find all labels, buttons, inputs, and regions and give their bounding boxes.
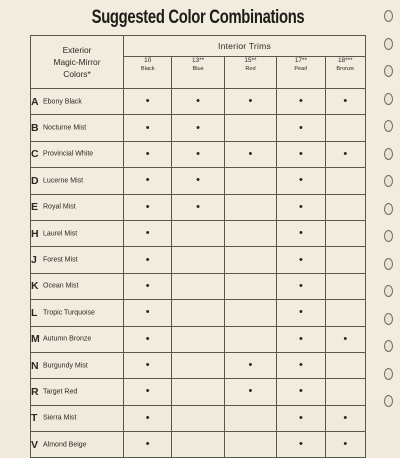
binder-hole — [384, 285, 393, 297]
available-bullet: • — [298, 279, 303, 292]
combination-cell — [224, 141, 276, 167]
color-name: Autumn Bronze — [43, 335, 92, 343]
available-bullet: • — [298, 332, 303, 345]
color-letter: R — [31, 385, 39, 398]
available-bullet: • — [298, 95, 303, 108]
combination-cell — [124, 194, 172, 220]
combination-cell — [224, 405, 276, 431]
table-row — [31, 89, 366, 115]
available-bullet: • — [298, 411, 303, 424]
color-letter: M — [31, 333, 40, 346]
combination-cell — [124, 89, 172, 115]
combination-cell — [124, 379, 172, 405]
trim-name: Black — [140, 66, 155, 72]
binder-hole — [384, 258, 393, 270]
combination-cell — [277, 115, 325, 141]
available-bullet: • — [145, 95, 150, 108]
combination-cell — [325, 300, 365, 326]
combination-cell — [172, 432, 224, 458]
available-bullet: • — [145, 253, 150, 266]
exterior-color-cell — [31, 89, 124, 115]
combination-cell — [325, 326, 365, 352]
available-bullet: • — [298, 227, 303, 240]
trim-column-header — [277, 57, 325, 89]
available-bullet: • — [248, 385, 253, 398]
table-row — [31, 405, 366, 431]
binder-hole — [384, 395, 393, 407]
available-bullet: • — [145, 279, 150, 292]
trim-code: 15** — [244, 57, 257, 64]
available-bullet: • — [196, 200, 201, 213]
trim-code: 17** — [294, 57, 307, 64]
trim-name: Red — [245, 66, 256, 72]
trim-code: 10 — [144, 57, 152, 64]
available-bullet: • — [298, 200, 303, 213]
trim-column-header — [172, 57, 224, 89]
table-row — [31, 220, 366, 246]
available-bullet: • — [298, 253, 303, 266]
combination-cell — [172, 300, 224, 326]
exterior-color-cell — [31, 273, 124, 299]
exterior-color-cell — [31, 352, 124, 378]
combination-cell — [124, 247, 172, 273]
available-bullet: • — [145, 200, 150, 213]
available-bullet: • — [298, 121, 303, 134]
combination-cell — [277, 379, 325, 405]
table-row — [31, 352, 366, 378]
color-letter: C — [31, 148, 39, 161]
exterior-header-line: Magic-Mirror — [53, 57, 101, 67]
combination-cell — [325, 405, 365, 431]
combination-cell — [224, 220, 276, 246]
binder-hole — [384, 93, 393, 105]
combination-cell — [124, 405, 172, 431]
combination-cell — [124, 115, 172, 141]
combination-cell — [172, 379, 224, 405]
combination-cell — [224, 247, 276, 273]
combination-cell — [124, 432, 172, 458]
combination-cell — [172, 273, 224, 299]
interior-trims-header: Interior Trims — [124, 36, 366, 57]
combination-cell — [172, 247, 224, 273]
available-bullet: • — [145, 438, 150, 451]
combination-cell — [172, 220, 224, 246]
combination-cell — [172, 352, 224, 378]
color-letter: D — [31, 174, 39, 187]
table-row — [31, 326, 366, 352]
combination-cell — [224, 379, 276, 405]
available-bullet: • — [145, 306, 150, 319]
color-letter: T — [31, 412, 38, 425]
combination-cell — [172, 168, 224, 194]
color-letter: A — [31, 95, 39, 108]
color-combination-table — [30, 35, 366, 458]
combination-cell — [325, 220, 365, 246]
color-letter: H — [31, 227, 39, 240]
available-bullet: • — [343, 332, 348, 345]
combination-cell — [224, 168, 276, 194]
combination-cell — [277, 273, 325, 299]
color-letter: L — [31, 306, 38, 319]
table-row — [31, 115, 366, 141]
page-title: Suggested Color Combinations — [91, 7, 305, 28]
combination-cell — [124, 168, 172, 194]
available-bullet: • — [248, 95, 253, 108]
combination-cell — [277, 141, 325, 167]
exterior-color-cell — [31, 247, 124, 273]
trim-name: Blue — [192, 66, 204, 72]
exterior-colors-header — [31, 36, 124, 89]
color-name: Ebony Black — [43, 98, 82, 106]
binder-hole — [384, 340, 393, 352]
available-bullet: • — [298, 147, 303, 160]
combination-cell — [172, 141, 224, 167]
combination-cell — [277, 352, 325, 378]
table-row — [31, 273, 366, 299]
color-name: Provincial White — [43, 150, 94, 158]
combination-cell — [325, 352, 365, 378]
available-bullet: • — [196, 95, 201, 108]
binder-hole — [384, 230, 393, 242]
combination-cell — [224, 432, 276, 458]
combination-cell — [124, 352, 172, 378]
color-letter: J — [31, 254, 37, 267]
exterior-color-cell — [31, 300, 124, 326]
color-name: Tropic Turquoise — [43, 309, 95, 317]
combination-cell — [124, 300, 172, 326]
combination-cell — [124, 326, 172, 352]
available-bullet: • — [145, 385, 150, 398]
color-name: Royal Mist — [43, 203, 76, 211]
available-bullet: • — [298, 438, 303, 451]
combination-cell — [124, 273, 172, 299]
combination-cell — [325, 194, 365, 220]
available-bullet: • — [145, 411, 150, 424]
table-row — [31, 194, 366, 220]
combination-cell — [277, 247, 325, 273]
color-name: Ocean Mist — [43, 282, 79, 290]
exterior-color-cell — [31, 194, 124, 220]
trim-column-header — [124, 57, 172, 89]
combination-cell — [277, 220, 325, 246]
available-bullet: • — [298, 306, 303, 319]
trim-column-header — [224, 57, 276, 89]
combination-cell — [224, 326, 276, 352]
available-bullet: • — [343, 411, 348, 424]
table-body — [31, 89, 366, 458]
color-letter: B — [31, 122, 39, 135]
color-name: Lucerne Mist — [43, 177, 84, 185]
combination-cell — [224, 300, 276, 326]
exterior-color-cell — [31, 141, 124, 167]
available-bullet: • — [343, 95, 348, 108]
available-bullet: • — [298, 174, 303, 187]
combination-cell — [325, 247, 365, 273]
trim-name: Bronze — [336, 66, 355, 72]
table-row — [31, 168, 366, 194]
exterior-color-cell — [31, 115, 124, 141]
combination-cell — [325, 141, 365, 167]
binder-hole — [384, 175, 393, 187]
combination-cell — [325, 89, 365, 115]
combination-cell — [325, 168, 365, 194]
combination-cell — [325, 273, 365, 299]
color-letter: V — [31, 438, 39, 451]
color-name: Target Red — [43, 388, 78, 396]
binder-hole — [384, 120, 393, 132]
exterior-color-cell — [31, 379, 124, 405]
combination-cell — [172, 89, 224, 115]
combination-cell — [124, 220, 172, 246]
available-bullet: • — [145, 332, 150, 345]
combination-cell — [277, 300, 325, 326]
table-row — [31, 141, 366, 167]
trim-code: 18*** — [337, 57, 353, 64]
binder-hole — [384, 203, 393, 215]
table-row — [31, 432, 366, 458]
combination-cell — [224, 273, 276, 299]
combination-cell — [172, 194, 224, 220]
binder-hole — [384, 10, 393, 22]
combination-cell — [277, 89, 325, 115]
color-name: Forest Mist — [43, 256, 78, 264]
combination-cell — [277, 168, 325, 194]
color-letter: N — [31, 359, 39, 372]
combination-cell — [277, 432, 325, 458]
combination-cell — [277, 194, 325, 220]
combination-cell — [325, 115, 365, 141]
available-bullet: • — [248, 147, 253, 160]
exterior-color-cell — [31, 220, 124, 246]
binder-hole — [384, 313, 393, 325]
color-name: Laurel Mist — [43, 230, 78, 238]
exterior-color-cell — [31, 405, 124, 431]
combination-cell — [277, 405, 325, 431]
combination-cell — [325, 432, 365, 458]
combination-cell — [172, 326, 224, 352]
combination-cell — [224, 115, 276, 141]
combination-cell — [224, 352, 276, 378]
available-bullet: • — [196, 147, 201, 160]
combination-cell — [224, 194, 276, 220]
table-row — [31, 379, 366, 405]
color-letter: K — [31, 280, 39, 293]
available-bullet: • — [145, 147, 150, 160]
available-bullet: • — [196, 121, 201, 134]
available-bullet: • — [248, 359, 253, 372]
combination-cell — [277, 326, 325, 352]
color-name: Burgundy Mist — [43, 362, 88, 370]
combination-cell — [172, 405, 224, 431]
combination-cell — [224, 89, 276, 115]
exterior-header-line: Colors* — [63, 69, 91, 79]
exterior-color-cell — [31, 432, 124, 458]
trim-column-header — [325, 57, 365, 89]
available-bullet: • — [298, 385, 303, 398]
binder-hole — [384, 148, 393, 160]
combination-cell — [172, 115, 224, 141]
available-bullet: • — [145, 359, 150, 372]
trim-code: 13** — [192, 57, 205, 64]
available-bullet: • — [298, 359, 303, 372]
binder-hole — [384, 38, 393, 50]
binder-hole — [384, 65, 393, 77]
available-bullet: • — [145, 121, 150, 134]
available-bullet: • — [343, 438, 348, 451]
exterior-color-cell — [31, 168, 124, 194]
color-name: Almond Beige — [43, 441, 87, 449]
available-bullet: • — [145, 174, 150, 187]
available-bullet: • — [196, 174, 201, 187]
combination-cell — [325, 379, 365, 405]
binder-holes — [382, 10, 396, 423]
exterior-header-line: Exterior — [62, 45, 92, 55]
color-name: Nocturne Mist — [43, 124, 87, 132]
available-bullet: • — [145, 227, 150, 240]
exterior-color-cell — [31, 326, 124, 352]
table-row — [31, 247, 366, 273]
available-bullet: • — [343, 147, 348, 160]
trim-name: Pearl — [294, 66, 308, 72]
combination-cell — [124, 141, 172, 167]
table-row — [31, 300, 366, 326]
color-letter: E — [31, 201, 39, 214]
binder-hole — [384, 368, 393, 380]
color-name: Sierra Mist — [43, 414, 77, 422]
